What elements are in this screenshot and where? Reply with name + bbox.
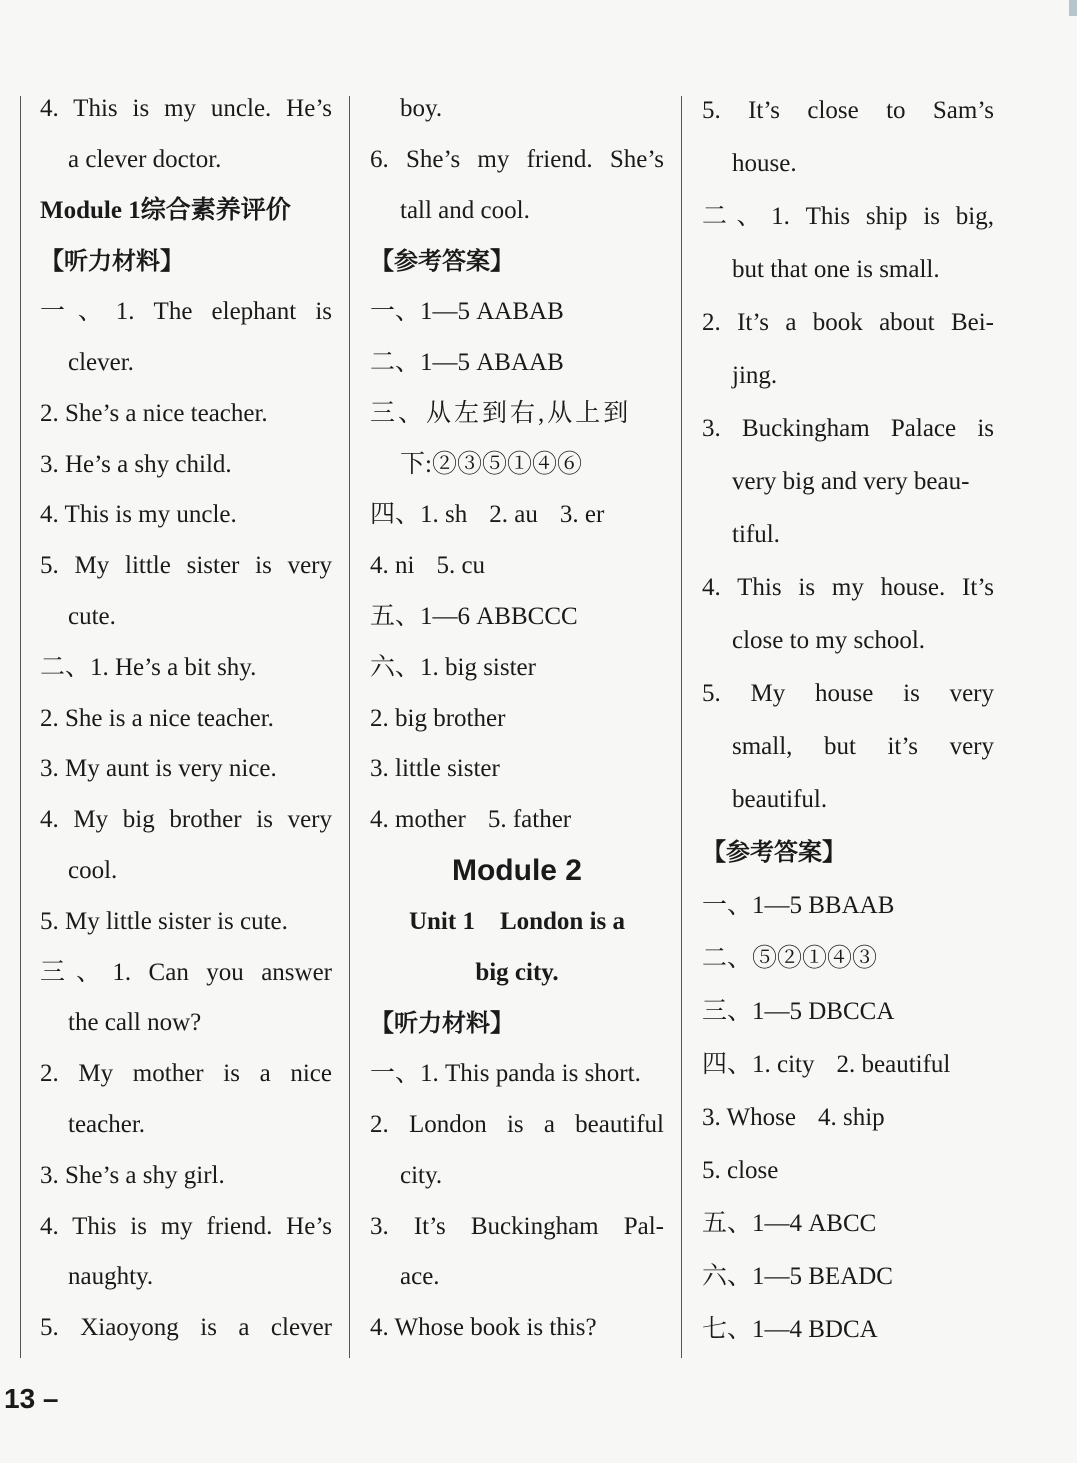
- column-2: [370, 84, 664, 1354]
- text-line: cute.: [68, 602, 116, 630]
- text-fragment: 4. mother: [370, 806, 466, 834]
- text-line: 4. Whose book is this?: [370, 1314, 597, 1342]
- text-line: boy.: [400, 95, 443, 122]
- text-fragment: 2. beautiful: [836, 1051, 951, 1078]
- text-line: 3. He’s a shy child.: [40, 450, 232, 478]
- text-line: naughty.: [68, 1263, 154, 1291]
- unit-heading: big city.: [475, 958, 559, 986]
- text-line: the call now?: [68, 1009, 202, 1037]
- text-line: 5. Xiaoyong is a clever: [40, 1314, 332, 1342]
- text-line: [370, 795, 664, 846]
- text-fragment: 2. au: [489, 501, 538, 529]
- text-line: 3. She’s a shy girl.: [40, 1161, 225, 1189]
- text-line: 一、1. The elephant is: [40, 298, 332, 326]
- column-1: [40, 84, 332, 1354]
- text-fragment: 4. ship: [817, 1104, 885, 1131]
- text-fragment: 5. cu: [436, 552, 486, 580]
- column-3: [702, 84, 994, 1356]
- text-line: 2. She’s a nice teacher.: [40, 399, 268, 427]
- text-line: 六、1. big sister: [370, 653, 536, 681]
- text-line: 3. Buckingham Palace is: [702, 415, 994, 442]
- text-line: city.: [400, 1161, 443, 1189]
- text-fragment: 四、1. city: [702, 1051, 815, 1078]
- text-line: 一、1. This panda is short.: [370, 1060, 641, 1088]
- text-line: 二、1. This ship is big,: [702, 203, 994, 230]
- text-line: close to my school.: [732, 627, 926, 654]
- text-line: 七、1—4 BDCA: [702, 1316, 878, 1343]
- text-line: 3. little sister: [370, 755, 500, 783]
- text-line: 三、1—5 DBCCA: [702, 998, 895, 1025]
- text-line: beautiful.: [732, 786, 828, 813]
- text-line: 五、1—6 ABBCCC: [370, 602, 578, 630]
- text-fragment: 四、1. sh: [370, 501, 468, 529]
- text-line: very big and very beau-: [732, 468, 970, 495]
- section-label: 【参考答案】: [702, 838, 846, 866]
- text-fragment: 3. Whose: [702, 1104, 796, 1131]
- text-line: 3. My aunt is very nice.: [40, 755, 277, 783]
- text-line: 5. My little sister is cute.: [40, 907, 288, 935]
- text-line: tall and cool.: [400, 196, 530, 224]
- text-line: 下:②③⑤①④⑥: [400, 450, 582, 478]
- text-line: 2. big brother: [370, 704, 506, 732]
- text-line: 2. She is a nice teacher.: [40, 704, 274, 732]
- text-line: 5. It’s close to Sam’s: [702, 97, 994, 124]
- text-line: 一、1—5 AABAB: [370, 298, 564, 326]
- text-line: cool.: [68, 856, 118, 884]
- text-line: 4. This is my friend. He’s: [40, 1212, 332, 1240]
- text-fragment: 3. er: [559, 501, 605, 529]
- text-line: [702, 1038, 994, 1091]
- column-divider-2: [681, 96, 682, 1358]
- text-line: teacher.: [68, 1110, 146, 1138]
- section-label: 【参考答案】: [370, 247, 514, 276]
- text-line: 2. My mother is a nice: [40, 1060, 332, 1088]
- text-line: 5. My little sister is very: [40, 552, 332, 580]
- text-line: 5. My house is very: [702, 680, 994, 707]
- text-line: 三、1. Can you answer: [40, 958, 332, 986]
- text-fragment: 4. ni: [370, 552, 415, 580]
- text-line: tiful.: [732, 521, 780, 548]
- text-line: ace.: [400, 1263, 440, 1291]
- text-line: but that one is small.: [732, 256, 940, 283]
- text-line: [370, 490, 664, 541]
- section-label: 【听力材料】: [370, 1009, 514, 1038]
- column-divider-1: [349, 96, 350, 1358]
- section-heading: Module 1综合素养评价: [40, 196, 291, 224]
- text-line: 五、1—4 ABCC: [702, 1210, 877, 1237]
- section-label: 【听力材料】: [40, 247, 184, 276]
- text-line: 6. She’s my friend. She’s: [370, 145, 664, 173]
- text-line: 5. close: [702, 1157, 779, 1184]
- text-line: jing.: [732, 362, 778, 389]
- text-line: [370, 541, 664, 592]
- text-line: 3. It’s Buckingham Pal-: [370, 1212, 664, 1240]
- left-margin-rule: [20, 96, 21, 1358]
- text-line: clever.: [68, 348, 134, 376]
- text-line: 六、1—5 BEADC: [702, 1263, 893, 1290]
- text-line: 2. It’s a book about Bei-: [702, 309, 994, 336]
- text-line: 4. This is my uncle.: [40, 501, 237, 529]
- text-line: 二、⑤②①④③: [702, 945, 878, 972]
- text-line: house.: [732, 150, 797, 177]
- text-line: a clever doctor.: [68, 145, 222, 173]
- corner-mark: [1069, 0, 1077, 16]
- unit-heading: Unit 1 London is a: [408, 907, 626, 935]
- text-line: 4. This is my house. It’s: [702, 574, 994, 601]
- text-line: 二、1. He’s a bit shy.: [40, 653, 257, 681]
- text-line: 三、从左到右,从上到: [370, 399, 632, 427]
- text-line: 二、1—5 ABAAB: [370, 348, 564, 376]
- text-line: 2. London is a beautiful: [370, 1110, 664, 1138]
- text-fragment: 5. father: [487, 806, 572, 834]
- text-line: 4. This is my uncle. He’s: [40, 95, 332, 122]
- text-line: 4. My big brother is very: [40, 806, 332, 834]
- page-number: 13 –: [4, 1383, 59, 1414]
- module-heading: Module 2: [451, 853, 582, 887]
- text-line: 一、1—5 BBAAB: [702, 892, 895, 919]
- text-line: small, but it’s very: [732, 733, 994, 760]
- text-line: [702, 1091, 994, 1144]
